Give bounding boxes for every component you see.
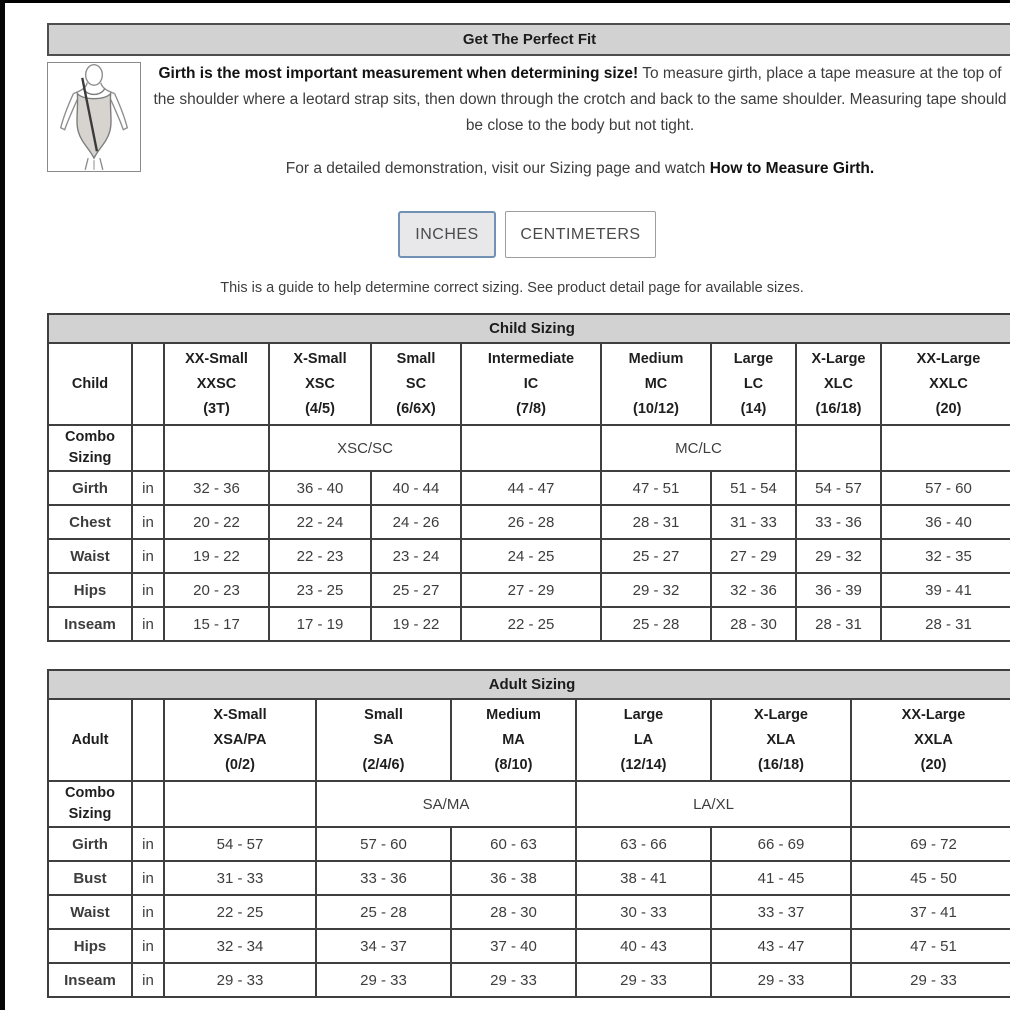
demo-bold-text: How to Measure Girth. <box>709 160 875 177</box>
measurement-row <box>48 895 1010 929</box>
measurement-value: 23 - 25 <box>269 573 371 607</box>
measurement-value: 63 - 66 <box>576 827 711 861</box>
unit-cell: in <box>132 607 164 641</box>
measurement-value: 34 - 37 <box>316 929 451 963</box>
measurement-value: 66 - 69 <box>711 827 851 861</box>
measurement-label: Girth <box>48 471 132 505</box>
measurement-value: 33 - 37 <box>711 895 851 929</box>
combo-size-cell: XSC/SC <box>269 425 461 471</box>
measurement-row <box>48 827 1010 861</box>
combo-size-cell <box>796 425 881 471</box>
measurement-label: Inseam <box>48 607 132 641</box>
intro-text <box>153 65 1006 134</box>
size-column-header: Small SA (2/4/6) <box>316 699 451 781</box>
adult-sizing-table <box>47 669 1010 998</box>
unit-header-cell <box>132 699 164 781</box>
combo-size-cell: MC/LC <box>601 425 796 471</box>
size-column-header: Intermediate IC (7/8) <box>461 343 601 425</box>
unit-cell: in <box>132 861 164 895</box>
figure-box <box>47 62 141 172</box>
measurement-value: 25 - 27 <box>601 539 711 573</box>
measurement-value: 33 - 36 <box>316 861 451 895</box>
measurement-value: 51 - 54 <box>711 471 796 505</box>
intro-bold-text: Girth is the most important measurement when determining size! <box>158 65 639 82</box>
child-corner-label: Child <box>48 343 132 425</box>
measurement-label: Bust <box>48 861 132 895</box>
page-title: Get The Perfect Fit <box>47 23 1010 56</box>
combo-sizing-row <box>48 425 1010 471</box>
adult-table-title: Adult Sizing <box>48 670 1010 699</box>
measurement-value: 36 - 38 <box>451 861 576 895</box>
measurement-row <box>48 471 1010 505</box>
size-column-header: Medium MA (8/10) <box>451 699 576 781</box>
measurement-value: 32 - 36 <box>164 471 269 505</box>
size-column-header: Large LA (12/14) <box>576 699 711 781</box>
measurement-value: 23 - 24 <box>371 539 461 573</box>
unit-cell: in <box>132 827 164 861</box>
measurement-row <box>48 505 1010 539</box>
measurement-value: 41 - 45 <box>711 861 851 895</box>
measurement-value: 27 - 29 <box>711 539 796 573</box>
measurement-value: 31 - 33 <box>164 861 316 895</box>
sizing-guide-note: This is a guide to help determine correct sizing. See product detail page for available sizes. <box>220 280 804 296</box>
measurement-value: 28 - 30 <box>451 895 576 929</box>
size-column-header: Small SC (6/6X) <box>371 343 461 425</box>
measurement-value: 30 - 33 <box>576 895 711 929</box>
demo-note <box>150 156 1010 182</box>
unit-cell: in <box>132 471 164 505</box>
measurement-value: 17 - 19 <box>269 607 371 641</box>
measurement-value: 44 - 47 <box>461 471 601 505</box>
measurement-value: 45 - 50 <box>851 861 1010 895</box>
measurement-value: 20 - 23 <box>164 573 269 607</box>
unit-cell <box>132 781 164 827</box>
measurement-label: Chest <box>48 505 132 539</box>
measurement-value: 15 - 17 <box>164 607 269 641</box>
unit-cell: in <box>132 539 164 573</box>
size-column-header: X-Small XSA/PA (0/2) <box>164 699 316 781</box>
measurement-value: 28 - 31 <box>881 607 1010 641</box>
measurement-value: 28 - 31 <box>796 607 881 641</box>
size-column-header: Large LC (14) <box>711 343 796 425</box>
unit-cell: in <box>132 895 164 929</box>
measurement-value: 25 - 27 <box>371 573 461 607</box>
size-column-header: XX-Small XXSC (3T) <box>164 343 269 425</box>
measurement-value: 22 - 25 <box>461 607 601 641</box>
measurement-value: 32 - 34 <box>164 929 316 963</box>
unit-cell: in <box>132 963 164 997</box>
measurement-value: 24 - 26 <box>371 505 461 539</box>
measurement-value: 29 - 32 <box>796 539 881 573</box>
measurement-value: 22 - 25 <box>164 895 316 929</box>
centimeters-button[interactable]: CENTIMETERS <box>505 211 656 258</box>
combo-size-cell: SA/MA <box>316 781 576 827</box>
child-table-title: Child Sizing <box>48 314 1010 343</box>
measurement-value: 37 - 41 <box>851 895 1010 929</box>
measurement-label: Girth <box>48 827 132 861</box>
measurement-value: 36 - 40 <box>881 505 1010 539</box>
measurement-value: 47 - 51 <box>601 471 711 505</box>
combo-size-cell <box>461 425 601 471</box>
measurement-value: 36 - 40 <box>269 471 371 505</box>
measurement-value: 47 - 51 <box>851 929 1010 963</box>
measurement-value: 54 - 57 <box>164 827 316 861</box>
measurement-value: 39 - 41 <box>881 573 1010 607</box>
measurement-value: 25 - 28 <box>601 607 711 641</box>
intro-rest-text: To measure girth, place a tape measure at the top of the shoulder where a leotard strap sits, then down through the crotch and back to the same shoulder. Measuring tape should be close to the body but not tight. <box>153 65 1007 134</box>
child-sizing-table <box>47 313 1010 642</box>
measurement-value: 29 - 32 <box>601 573 711 607</box>
measurement-value: 32 - 35 <box>881 539 1010 573</box>
measurement-value: 29 - 33 <box>316 963 451 997</box>
measurement-row <box>48 607 1010 641</box>
measurement-value: 22 - 24 <box>269 505 371 539</box>
measurement-value: 29 - 33 <box>576 963 711 997</box>
adult-corner-label: Adult <box>48 699 132 781</box>
measurement-value: 57 - 60 <box>316 827 451 861</box>
page-edge-left <box>0 0 5 1010</box>
combo-size-cell <box>881 425 1010 471</box>
measurement-value: 38 - 41 <box>576 861 711 895</box>
measurement-value: 20 - 22 <box>164 505 269 539</box>
measurement-label: Waist <box>48 539 132 573</box>
unit-cell: in <box>132 505 164 539</box>
measurement-label: Hips <box>48 573 132 607</box>
measurement-value: 54 - 57 <box>796 471 881 505</box>
measurement-value: 28 - 31 <box>601 505 711 539</box>
measurement-label: Waist <box>48 895 132 929</box>
measurement-value: 29 - 33 <box>451 963 576 997</box>
measurement-row <box>48 573 1010 607</box>
measurement-value: 37 - 40 <box>451 929 576 963</box>
measurement-label: Inseam <box>48 963 132 997</box>
measurement-value: 43 - 47 <box>711 929 851 963</box>
measurement-value: 19 - 22 <box>164 539 269 573</box>
measurement-value: 19 - 22 <box>371 607 461 641</box>
unit-header-cell <box>132 343 164 425</box>
size-header-row <box>48 343 1010 425</box>
table-title-row <box>48 314 1010 343</box>
measurement-value: 25 - 28 <box>316 895 451 929</box>
leotard-girth-measurement-icon <box>48 63 140 171</box>
measurement-row <box>48 861 1010 895</box>
combo-sizing-label: Combo Sizing <box>48 781 132 827</box>
measurement-value: 22 - 23 <box>269 539 371 573</box>
table-title-row <box>48 670 1010 699</box>
measurement-value: 40 - 43 <box>576 929 711 963</box>
measurement-value: 32 - 36 <box>711 573 796 607</box>
combo-size-cell <box>164 425 269 471</box>
measurement-value: 26 - 28 <box>461 505 601 539</box>
intro-paragraph <box>150 61 1010 182</box>
combo-sizing-label: Combo Sizing <box>48 425 132 471</box>
measurement-value: 28 - 30 <box>711 607 796 641</box>
measurement-value: 33 - 36 <box>796 505 881 539</box>
measurement-row <box>48 929 1010 963</box>
measurement-value: 57 - 60 <box>881 471 1010 505</box>
size-column-header: X-Large XLA (16/18) <box>711 699 851 781</box>
size-header-row <box>48 699 1010 781</box>
combo-size-cell <box>851 781 1010 827</box>
unit-cell <box>132 425 164 471</box>
measurement-value: 29 - 33 <box>164 963 316 997</box>
page-edge-top <box>0 0 1010 3</box>
measurement-value: 40 - 44 <box>371 471 461 505</box>
combo-size-cell: LA/XL <box>576 781 851 827</box>
measurement-value: 36 - 39 <box>796 573 881 607</box>
measurement-value: 29 - 33 <box>851 963 1010 997</box>
measurement-row <box>48 963 1010 997</box>
measurement-value: 60 - 63 <box>451 827 576 861</box>
measurement-value: 29 - 33 <box>711 963 851 997</box>
unit-cell: in <box>132 573 164 607</box>
measurement-value: 24 - 25 <box>461 539 601 573</box>
size-column-header: XX-Large XXLA (20) <box>851 699 1010 781</box>
unit-cell: in <box>132 929 164 963</box>
measurement-label: Hips <box>48 929 132 963</box>
measurement-value: 69 - 72 <box>851 827 1010 861</box>
demo-text: For a detailed demonstration, visit our Sizing page and watch <box>285 160 710 177</box>
inches-button[interactable]: INCHES <box>398 211 496 258</box>
combo-sizing-row <box>48 781 1010 827</box>
size-column-header: X-Large XLC (16/18) <box>796 343 881 425</box>
size-column-header: XX-Large XXLC (20) <box>881 343 1010 425</box>
measurement-value: 27 - 29 <box>461 573 601 607</box>
measurement-value: 31 - 33 <box>711 505 796 539</box>
size-column-header: Medium MC (10/12) <box>601 343 711 425</box>
size-column-header: X-Small XSC (4/5) <box>269 343 371 425</box>
combo-size-cell <box>164 781 316 827</box>
measurement-row <box>48 539 1010 573</box>
